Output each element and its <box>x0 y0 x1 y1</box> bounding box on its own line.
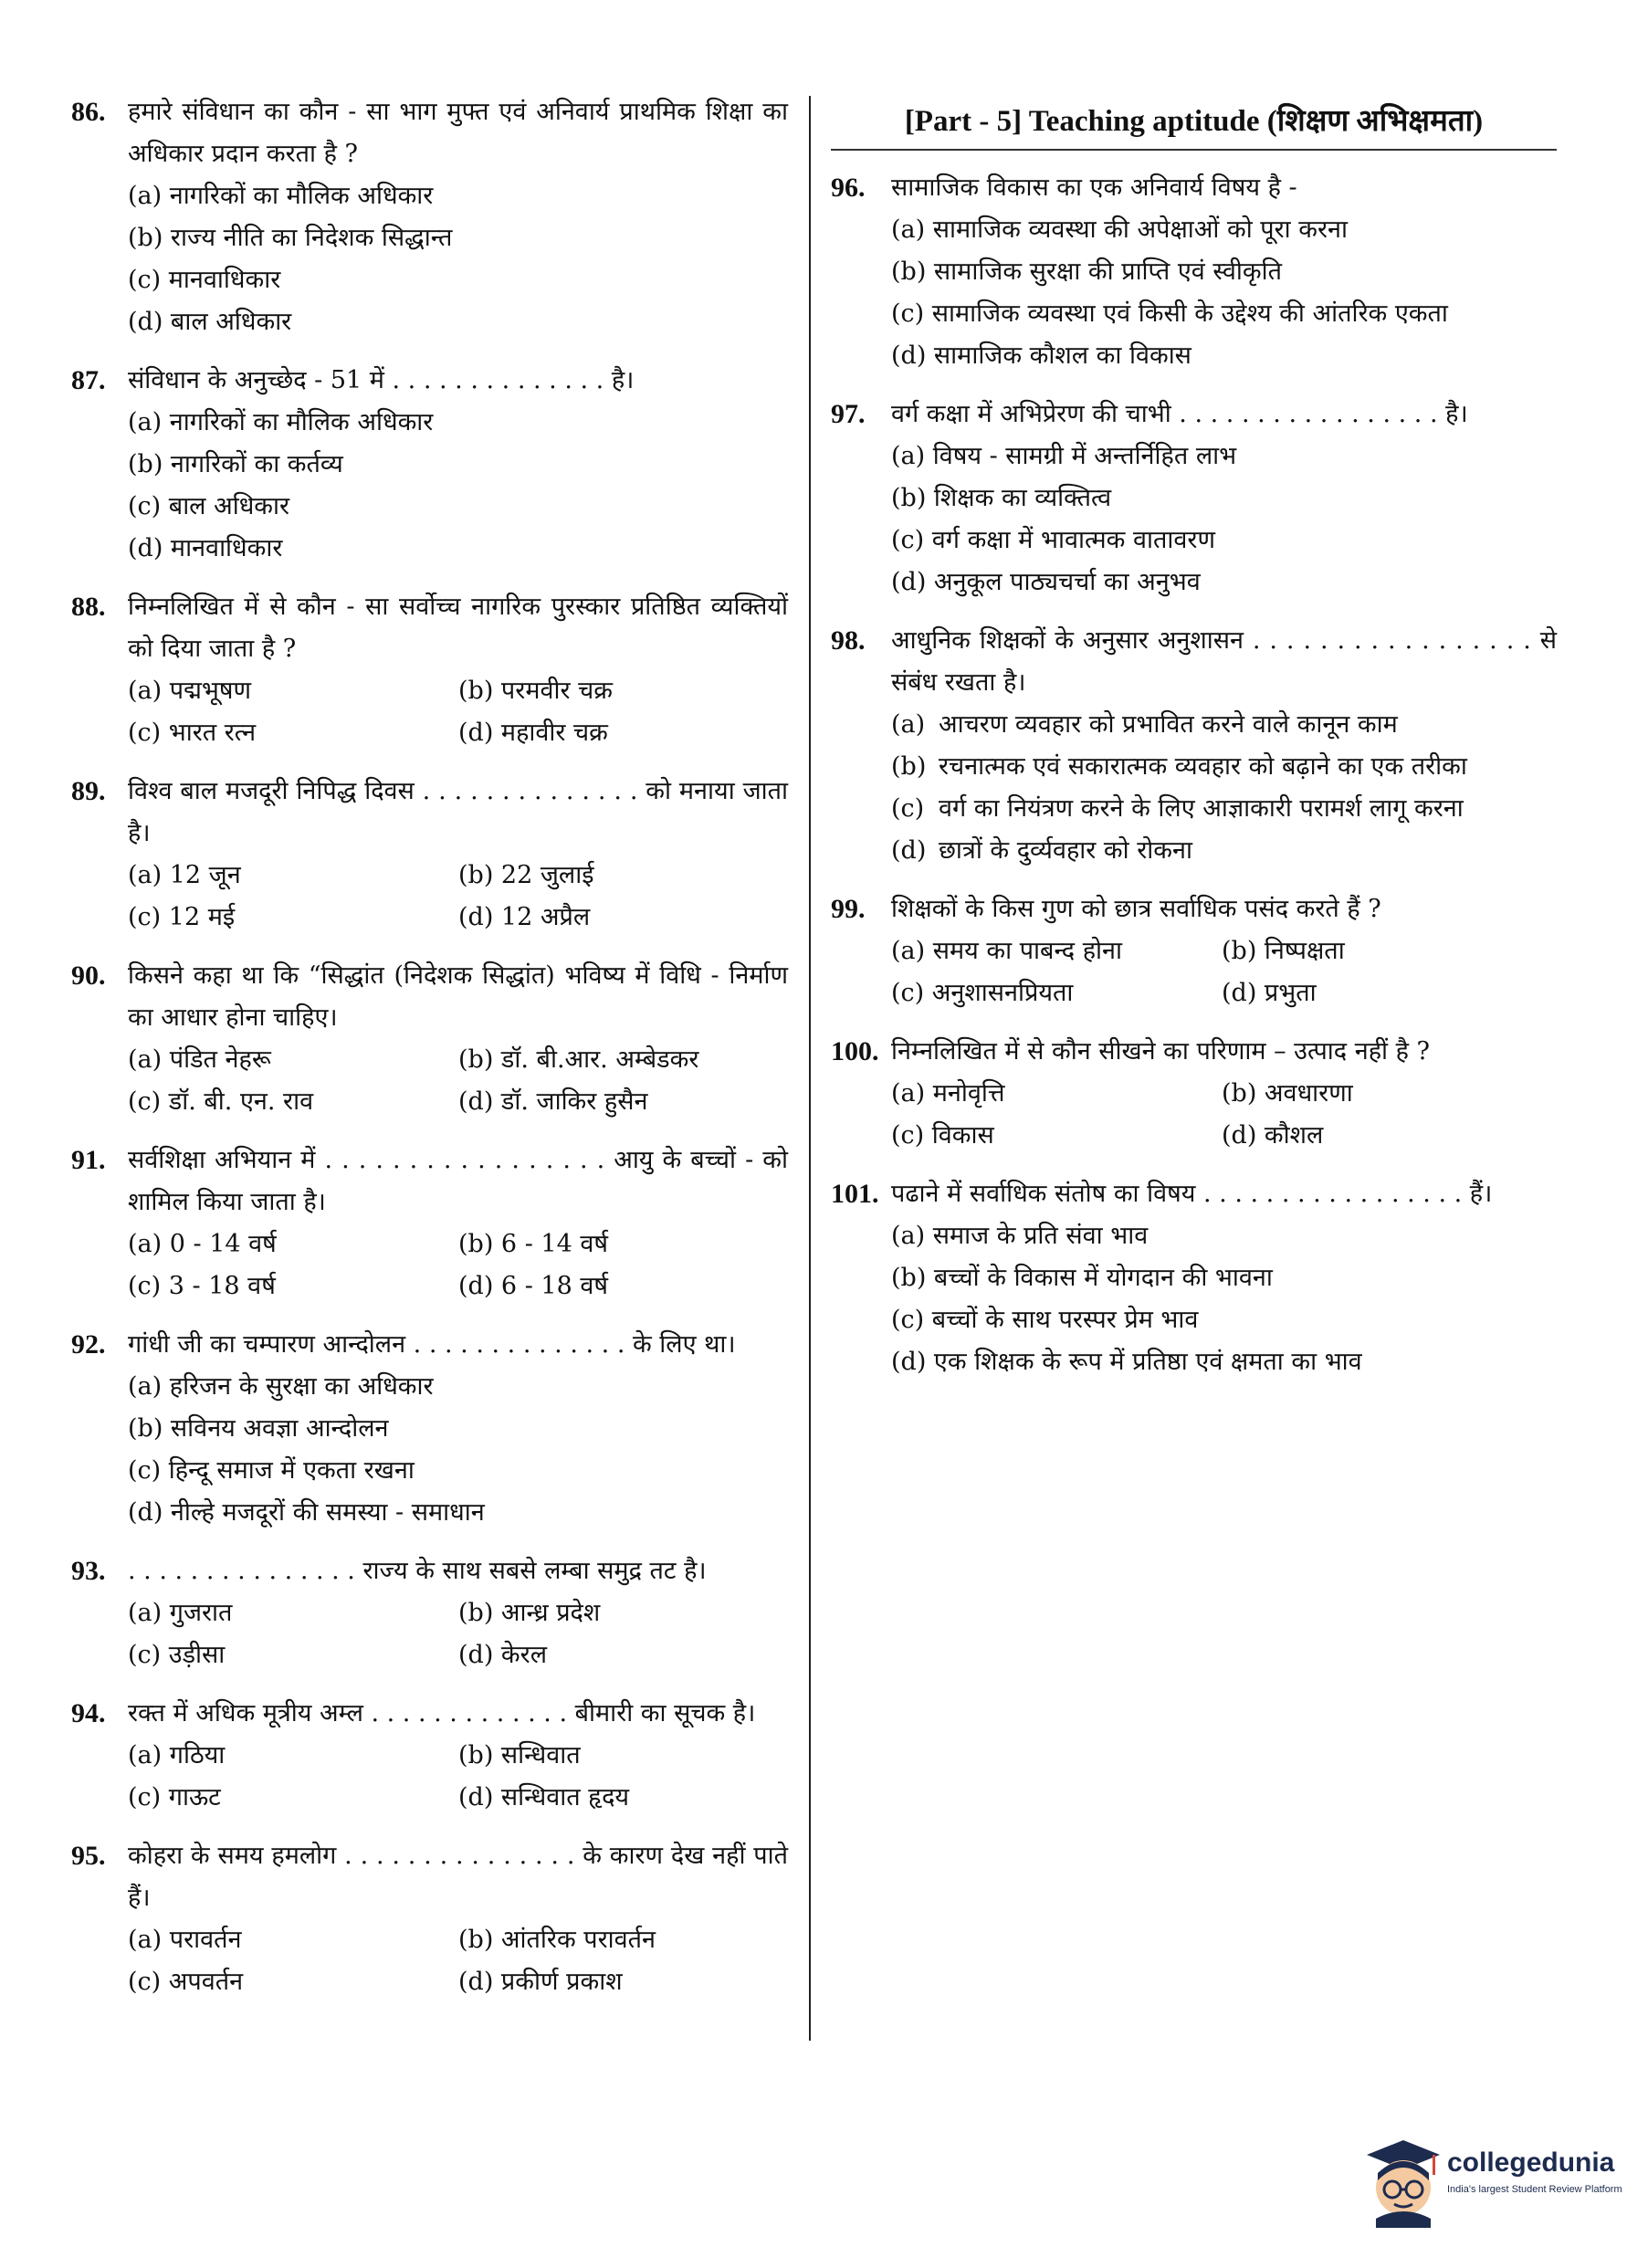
question-number: 99. <box>831 894 866 924</box>
column-divider <box>809 96 811 2041</box>
option-c: (c) 3 - 18 वर्ष <box>128 1272 276 1300</box>
option-d: (d) एक शिक्षक के रूप में प्रतिष्ठा एवं क्षमता का भाव <box>891 1348 1362 1376</box>
option-b: (b) डॉ. बी.आर. अम्बेडकर <box>458 1045 699 1074</box>
question-stem <box>71 1693 788 1735</box>
right-column <box>831 91 1557 1400</box>
option-label: (d) <box>891 836 927 865</box>
question-number: 98. <box>831 625 866 656</box>
question-94 <box>71 1693 788 1819</box>
question-number: 87. <box>71 365 106 395</box>
option-list <box>831 704 1557 872</box>
question-101 <box>831 1173 1557 1383</box>
question-number: 97. <box>831 399 866 429</box>
option-b: (b) आंतरिक परावर्तन <box>458 1926 656 1954</box>
option-c: (c) अपवर्तन <box>128 1968 244 1996</box>
option-a: (a) नागरिकों का मौलिक अधिकार <box>128 408 434 436</box>
student-avatar-icon <box>1356 2127 1443 2228</box>
option-c: (c) बच्चों के साथ परस्पर प्रेम भाव <box>891 1306 1199 1334</box>
option-a: (a) गुजरात <box>128 1599 233 1627</box>
question-96 <box>831 167 1557 377</box>
option-d: (d) महावीर चक्र <box>458 719 608 747</box>
question-92 <box>71 1324 788 1534</box>
question-text: निम्नलिखित में से कौन सीखने का परिणाम – उत्पाद नहीं है ? <box>891 1037 1430 1066</box>
option-label: (a) <box>891 710 926 739</box>
option-c: (c) सामाजिक व्यवस्था एवं किसी के उद्देश्य की आंतरिक एकता <box>891 299 1448 328</box>
option-list <box>71 1592 788 1676</box>
option-d: (d) केरल <box>458 1641 548 1669</box>
option-text: छात्रों के दुर्व्यवहार को रोकना <box>939 836 1192 865</box>
question-text: हमारे संविधान का कौन - सा भाग मुफ्त एवं अनिवार्य प्राथमिक शिक्षा का अधिकार प्रदान करता है ? <box>128 98 788 168</box>
option-d: (d) कौशल <box>1222 1121 1324 1150</box>
question-88 <box>71 586 788 754</box>
question-87 <box>71 360 788 570</box>
option-list <box>71 1366 788 1534</box>
option-a: (a) विषय - सामग्री में अन्तर्निहित लाभ <box>891 442 1237 470</box>
question-number: 101. <box>831 1179 879 1209</box>
option-c: (c) बाल अधिकार <box>128 492 290 520</box>
option-b: (b) बच्चों के विकास में योगदान की भावना <box>891 1264 1273 1292</box>
question-91 <box>71 1139 788 1307</box>
option-b: (b) 22 जुलाई <box>458 861 594 889</box>
question-99 <box>831 888 1557 1014</box>
option-b <box>891 746 1557 788</box>
question-stem <box>71 360 788 402</box>
option-d: (d) डॉ. जाकिर हुसैन <box>458 1087 648 1116</box>
option-a: (a) पद्मभूषण <box>128 677 251 705</box>
question-number: 93. <box>71 1556 106 1586</box>
question-stem <box>831 888 1557 930</box>
option-c: (c) अनुशासनप्रियता <box>891 979 1074 1007</box>
left-column <box>71 91 788 2020</box>
option-a: (a) समाज के प्रति संवा भाव <box>891 1222 1149 1250</box>
option-a: (a) 12 जून <box>128 861 241 889</box>
question-stem <box>71 955 788 1039</box>
option-a: (a) सामाजिक व्यवस्था की अपेक्षाओं को पूरा करना <box>891 215 1349 244</box>
question-number: 91. <box>71 1145 106 1175</box>
question-number: 96. <box>831 173 866 203</box>
option-b: (b) आन्ध्र प्रदेश <box>458 1599 601 1627</box>
question-text: विश्व बाल मजदूरी निपिद्ध दिवस . . . . . . . . . . . . . . को मनाया जाता है। <box>128 777 788 847</box>
question-text: आधुनिक शिक्षकों के अनुसार अनुशासन . . . . . . . . . . . . . . . . . से संबंध रखता है। <box>891 626 1557 697</box>
option-d: (d) 6 - 18 वर्ष <box>458 1272 608 1300</box>
option-d: (d) नील्हे मजदूरों की समस्या - समाधान <box>128 1498 485 1527</box>
option-d: (d) अनुकूल पाठ्यचर्चा का अनुभव <box>891 568 1201 596</box>
option-label: (c) <box>891 794 925 823</box>
option-b: (b) निष्पक्षता <box>1222 937 1345 965</box>
option-d: (d) बाल अधिकार <box>128 308 292 336</box>
option-c: (c) डॉ. बी. एन. राव <box>128 1087 314 1116</box>
question-86 <box>71 91 788 343</box>
question-95 <box>71 1835 788 2003</box>
question-stem <box>831 394 1557 436</box>
option-d: (d) प्रभुता <box>1222 979 1317 1007</box>
right-question-list <box>831 167 1557 1383</box>
option-b: (b) सामाजिक सुरक्षा की प्राप्ति एवं स्वीकृति <box>891 257 1282 286</box>
option-d: (d) 12 अप्रैल <box>458 903 591 931</box>
option-a <box>891 704 1557 746</box>
option-a: (a) नागरिकों का मौलिक अधिकार <box>128 182 434 210</box>
option-b: (b) सन्धिवात <box>458 1741 581 1769</box>
option-c: (c) वर्ग कक्षा में भावात्मक वातावरण <box>891 526 1215 554</box>
option-c: (c) गाऊट <box>128 1783 221 1811</box>
option-list <box>831 930 1557 1014</box>
question-stem <box>71 1835 788 1919</box>
question-93 <box>71 1550 788 1676</box>
option-b: (b) शिक्षक का व्यक्तित्व <box>891 484 1112 512</box>
question-text: कोहरा के समय हमलोग . . . . . . . . . . . . . . . के कारण देख नहीं पाते हैं। <box>128 1842 789 1912</box>
question-stem <box>831 1031 1557 1073</box>
option-list <box>71 855 788 939</box>
option-c: (c) विकास <box>891 1121 994 1150</box>
logo-tagline: India's largest Student Review Platform <box>1447 2184 1622 2195</box>
question-number: 95. <box>71 1841 106 1871</box>
question-stem <box>71 1324 788 1366</box>
option-a: (a) 0 - 14 वर्ष <box>128 1230 277 1258</box>
question-text: सर्वशिक्षा अभियान में . . . . . . . . . . . . . . . . . आयु के बच्चों - को शामिल किया जाता है। <box>128 1146 788 1216</box>
question-97 <box>831 394 1557 604</box>
option-c: (c) उड़ीसा <box>128 1641 226 1669</box>
question-number: 94. <box>71 1698 106 1728</box>
question-text: वर्ग कक्षा में अभिप्रेरण की चाभी . . . . . . . . . . . . . . . . . है। <box>891 400 1468 428</box>
question-text: संविधान के अनुच्छेद - 51 में . . . . . . . . . . . . . . है। <box>128 366 635 394</box>
question-stem <box>831 167 1557 209</box>
option-list <box>71 1223 788 1307</box>
question-stem <box>831 1173 1557 1215</box>
option-a: (a) हरिजन के सुरक्षा का अधिकार <box>128 1372 434 1401</box>
option-c: (c) भारत रत्न <box>128 719 257 747</box>
option-list <box>831 436 1557 604</box>
question-number: 89. <box>71 776 106 806</box>
question-98 <box>831 620 1557 872</box>
option-d: (d) सामाजिक कौशल का विकास <box>891 341 1191 370</box>
option-list <box>71 670 788 754</box>
option-list <box>71 1919 788 2003</box>
option-a: (a) गठिया <box>128 1741 226 1769</box>
option-list <box>831 209 1557 377</box>
question-number: 92. <box>71 1329 106 1360</box>
question-number: 88. <box>71 592 106 622</box>
question-89 <box>71 771 788 939</box>
option-b: (b) सविनय अवज्ञा आन्दोलन <box>128 1414 389 1443</box>
question-stem <box>71 1550 788 1592</box>
option-label: (b) <box>891 752 927 781</box>
option-list <box>71 402 788 570</box>
question-90 <box>71 955 788 1123</box>
option-c: (c) हिन्दू समाज में एकता रखना <box>128 1456 415 1485</box>
logo-wordmark: collegedunia <box>1447 2147 1615 2178</box>
option-a: (a) मनोवृत्ति <box>891 1079 1005 1108</box>
option-text: रचनात्मक एवं सकारात्मक व्यवहार को बढ़ाने का एक तरीका <box>939 752 1467 781</box>
option-a: (a) पंडित नेहरू <box>128 1045 271 1074</box>
question-text: किसने कहा था कि “सिद्धांत (निदेशक सिद्धांत) भविष्य में विधि - निर्माण का आधार होना चाहिए। <box>128 961 788 1032</box>
question-stem <box>71 91 788 175</box>
option-list <box>71 1039 788 1123</box>
question-stem <box>71 771 788 855</box>
question-number: 90. <box>71 961 106 991</box>
question-text: रक्त में अधिक मूत्रीय अम्ल . . . . . . . . . . . . . बीमारी का सूचक है। <box>128 1699 756 1727</box>
option-b: (b) 6 - 14 वर्ष <box>458 1230 608 1258</box>
option-b: (b) अवधारणा <box>1222 1079 1353 1108</box>
question-text: शिक्षकों के किस गुण को छात्र सर्वाधिक पसंद करते हैं ? <box>891 895 1381 923</box>
option-c: (c) मानवाधिकार <box>128 266 281 294</box>
option-b: (b) नागरिकों का कर्तव्य <box>128 450 343 478</box>
question-text: निम्नलिखित में से कौन - सा सर्वोच्च नागरिक पुरस्कार प्रतिष्ठित व्यक्तियों को दिया जाता है ? <box>128 593 788 663</box>
question-stem <box>71 586 788 670</box>
question-stem <box>71 1139 788 1223</box>
option-c: (c) 12 मई <box>128 903 236 931</box>
question-number: 86. <box>71 97 106 127</box>
option-b: (b) राज्य नीति का निदेशक सिद्धान्त <box>128 224 453 252</box>
option-a: (a) परावर्तन <box>128 1926 242 1954</box>
option-list <box>831 1215 1557 1383</box>
option-list <box>831 1073 1557 1157</box>
option-b: (b) परमवीर चक्र <box>458 677 613 705</box>
question-text: सामाजिक विकास का एक अनिवार्य विषय है - <box>891 173 1297 202</box>
option-text: आचरण व्यवहार को प्रभावित करने वाले कानून काम <box>939 710 1398 739</box>
option-d: (d) सन्धिवात हृदय <box>458 1783 630 1811</box>
question-stem <box>831 620 1557 704</box>
option-d <box>891 830 1557 872</box>
option-d: (d) प्रकीर्ण प्रकाश <box>458 1968 623 1996</box>
option-c <box>891 788 1557 830</box>
option-list <box>71 175 788 343</box>
question-text: पढाने में सर्वाधिक संतोष का विषय . . . . . . . . . . . . . . . . . हैं। <box>891 1180 1493 1208</box>
question-text: गांधी जी का चम्पारण आन्दोलन . . . . . . . . . . . . . . के लिए था। <box>128 1330 736 1359</box>
question-text: . . . . . . . . . . . . . . . राज्य के साथ सबसे लम्बा समुद्र तट है। <box>128 1557 707 1585</box>
collegedunia-logo <box>1356 2127 1622 2228</box>
option-text: वर्ग का नियंत्रण करने के लिए आज्ञाकारी परामर्श लागू करना <box>939 794 1464 823</box>
question-100 <box>831 1031 1557 1157</box>
section-header: [Part - 5] Teaching aptitude (शिक्षण अभिक्षमता) <box>831 99 1557 151</box>
question-number: 100. <box>831 1036 879 1066</box>
option-a: (a) समय का पाबन्द होना <box>891 937 1123 965</box>
option-list <box>71 1735 788 1819</box>
option-d: (d) मानवाधिकार <box>128 534 283 562</box>
